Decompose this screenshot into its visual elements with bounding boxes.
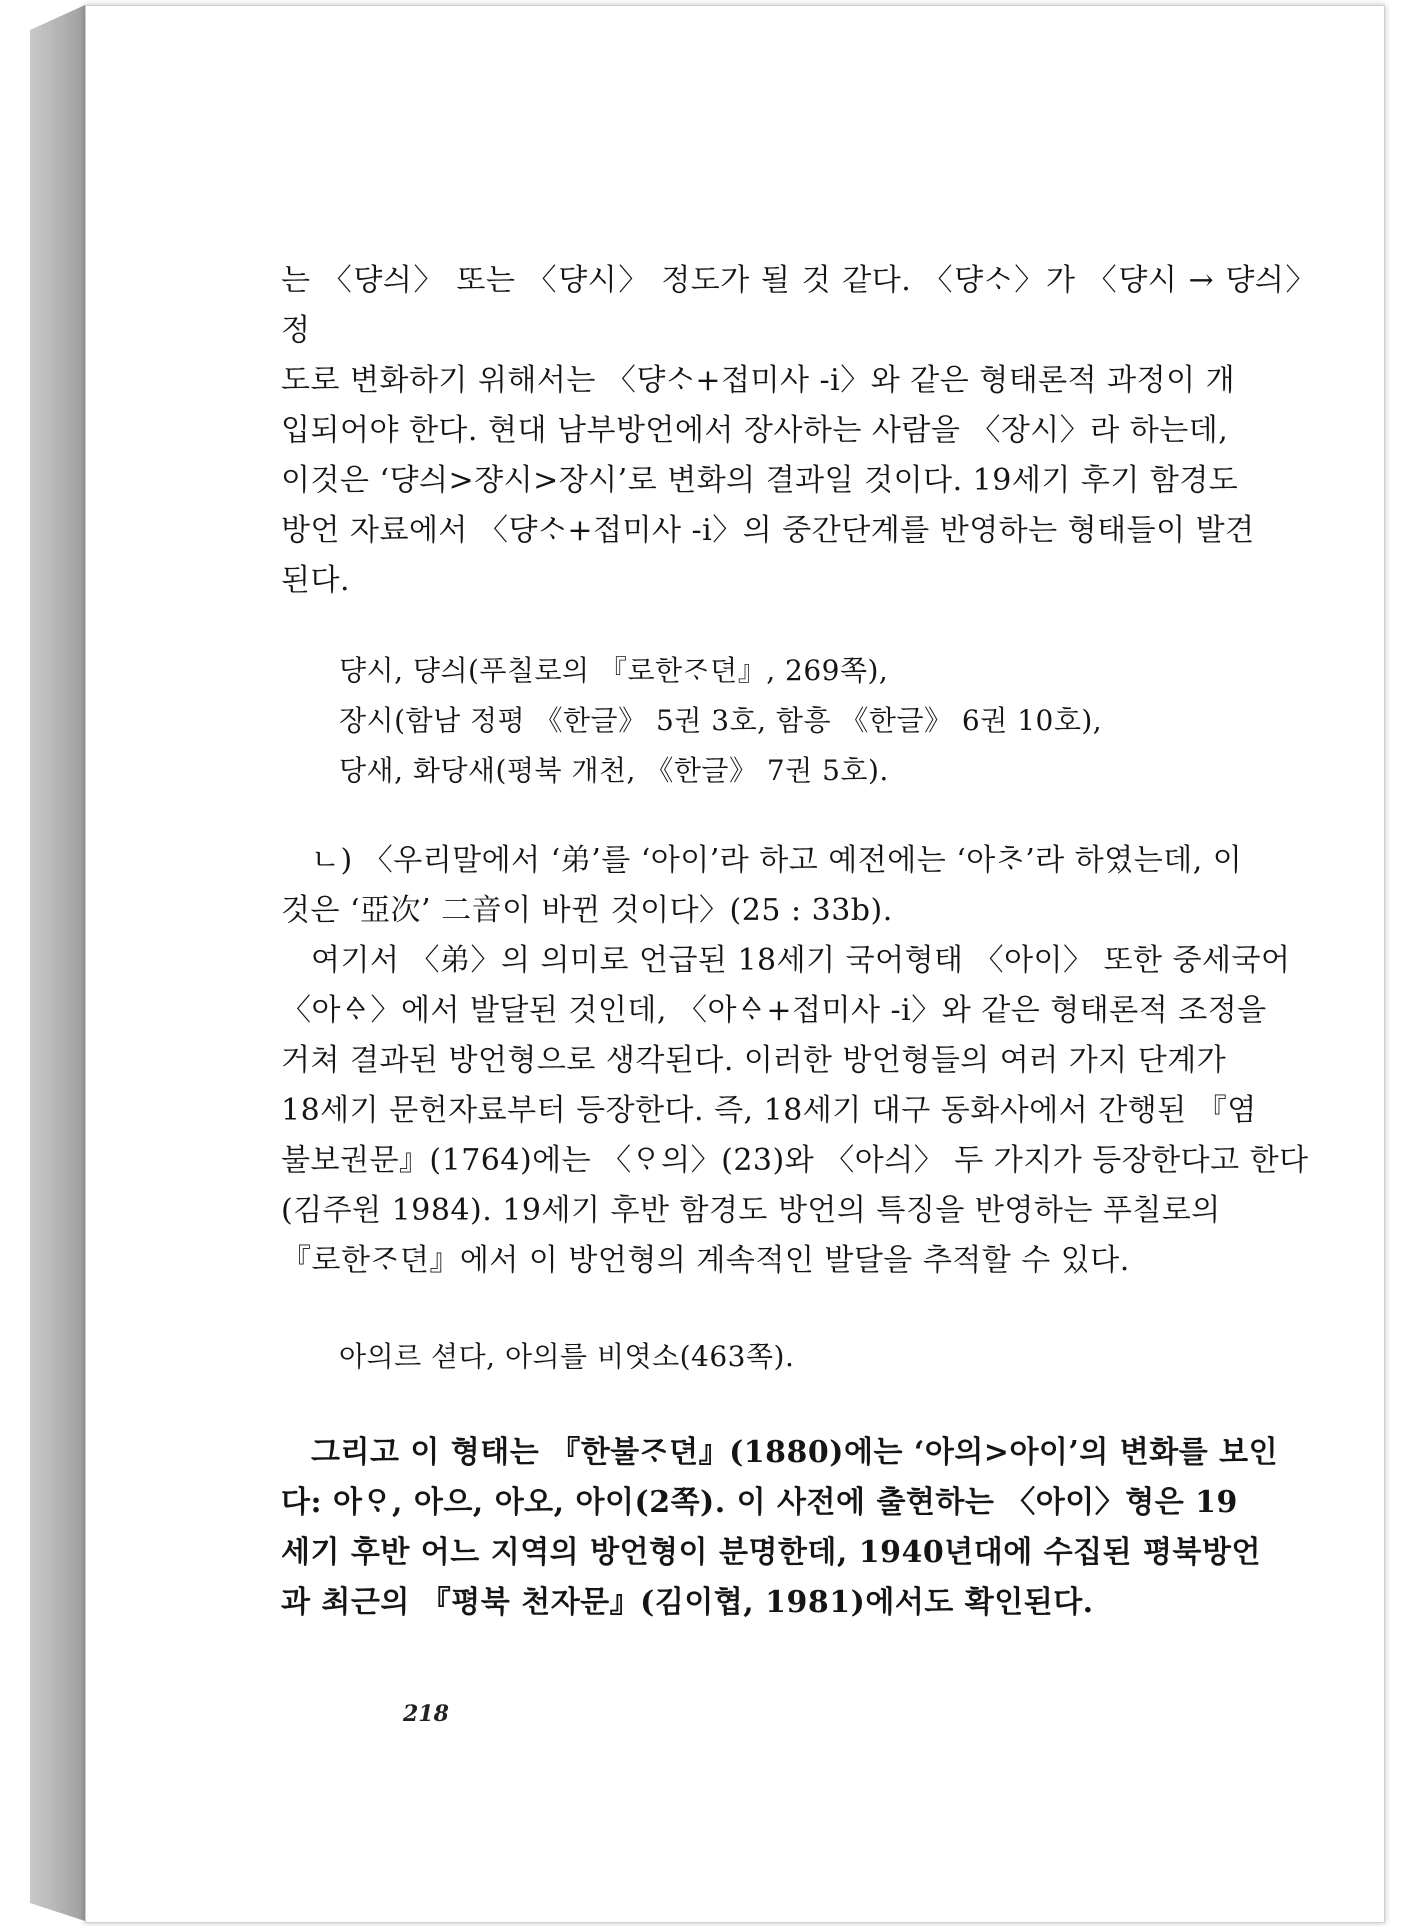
text-line: 거쳐 결과된 방언형으로 생각된다. 이러한 방언형들의 여러 가지 단계가	[281, 1043, 1227, 1078]
text-line: ㄴ) 〈우리말에서 ‘弟’를 ‘아이’라 하고 예전에는 ‘아ᄎᆞ’라 하였는데, 이	[311, 843, 1243, 878]
text-line: 된다.	[281, 563, 350, 598]
text-line: (김주원 1984). 19세기 후반 함경도 방언의 특징을 반영하는 푸칠로의	[281, 1193, 1221, 1228]
quote-line: 아의르 셛다, 아의를 비엿소(463쪽).	[339, 1340, 795, 1373]
text-line: 세기 후반 어느 지역의 방언형이 분명한데, 1940년대에 수집된 평북방언	[281, 1535, 1261, 1570]
paragraph-4	[281, 1428, 1316, 1628]
text-line: 불보권문』(1764)에는 〈ᄋᆞ의〉(23)와 〈아싀〉 두 가지가 등장한다고 한다	[281, 1143, 1309, 1178]
text-line: 는 〈댱싀〉 또는 〈댱시〉 정도가 될 것 같다. 〈댱ᄉᆞ〉가 〈댱시 → 댱싀〉 정	[281, 263, 1316, 348]
text-line: 방언 자료에서 〈댱ᄉᆞ+접미사 -i〉의 중간단계를 반영하는 형태들이 발견	[281, 513, 1255, 548]
text-line: 18세기 문헌자료부터 등장한다. 즉, 18세기 대구 동화사에서 간행된 『염	[281, 1093, 1257, 1128]
text-line: 과 최근의 『평북 천자문』(김이협, 1981)에서도 확인된다.	[281, 1585, 1094, 1620]
page-body	[281, 256, 1316, 1628]
quote-line: 댱시, 댱싀(푸칠로의 『로한ᄌᆞ뎐』, 269쪽),	[339, 654, 889, 687]
book-spine	[30, 5, 85, 1921]
paragraph-1	[281, 256, 1316, 606]
text-line: 이것은 ‘댱싀>쟝시>장시’로 변화의 결과일 것이다. 19세기 후기 함경도	[281, 463, 1239, 498]
text-line: 『로한ᄌᆞ뎐』에서 이 방언형의 계속적인 발달을 추적할 수 있다.	[281, 1243, 1130, 1278]
text-line: 〈아ᅀᆞ〉에서 발달된 것인데, 〈아ᅀᆞ+접미사 -i〉와 같은 형태론적 조정을	[281, 993, 1267, 1028]
quote-line: 장시(함남 정평 《한글》 5권 3호, 함흥 《한글》 6권 10호),	[339, 704, 1103, 737]
book-page	[85, 5, 1385, 1923]
text-line: 입되어야 한다. 현대 남부방언에서 장사하는 사람을 〈장시〉라 하는데,	[281, 413, 1229, 448]
page-number: 218	[403, 1701, 449, 1727]
quote-line: 당새, 화당새(평북 개천, 《한글》 7권 5호).	[339, 754, 889, 787]
quote-block-1	[281, 646, 1316, 796]
text-line: 것은 ‘亞次’ 二音이 바뀐 것이다〉(25 : 33b).	[281, 893, 893, 928]
paragraph-3	[281, 936, 1316, 1286]
text-line: 다: 아ᄋᆞ, 아으, 아오, 아이(2쪽). 이 사전에 출현하는 〈아이〉형은 19	[281, 1485, 1238, 1520]
paragraph-2	[281, 836, 1316, 936]
text-line: 도로 변화하기 위해서는 〈댱ᄉᆞ+접미사 -i〉와 같은 형태론적 과정이 개	[281, 363, 1236, 398]
text-line: 여기서 〈弟〉의 의미로 언급된 18세기 국어형태 〈아이〉 또한 중세국어	[311, 943, 1291, 978]
text-line: 그리고 이 형태는 『한불ᄌᆞ뎐』(1880)에는 ‘아의>아이’의 변화를 보인	[311, 1435, 1279, 1470]
quote-block-2	[281, 1332, 1316, 1382]
